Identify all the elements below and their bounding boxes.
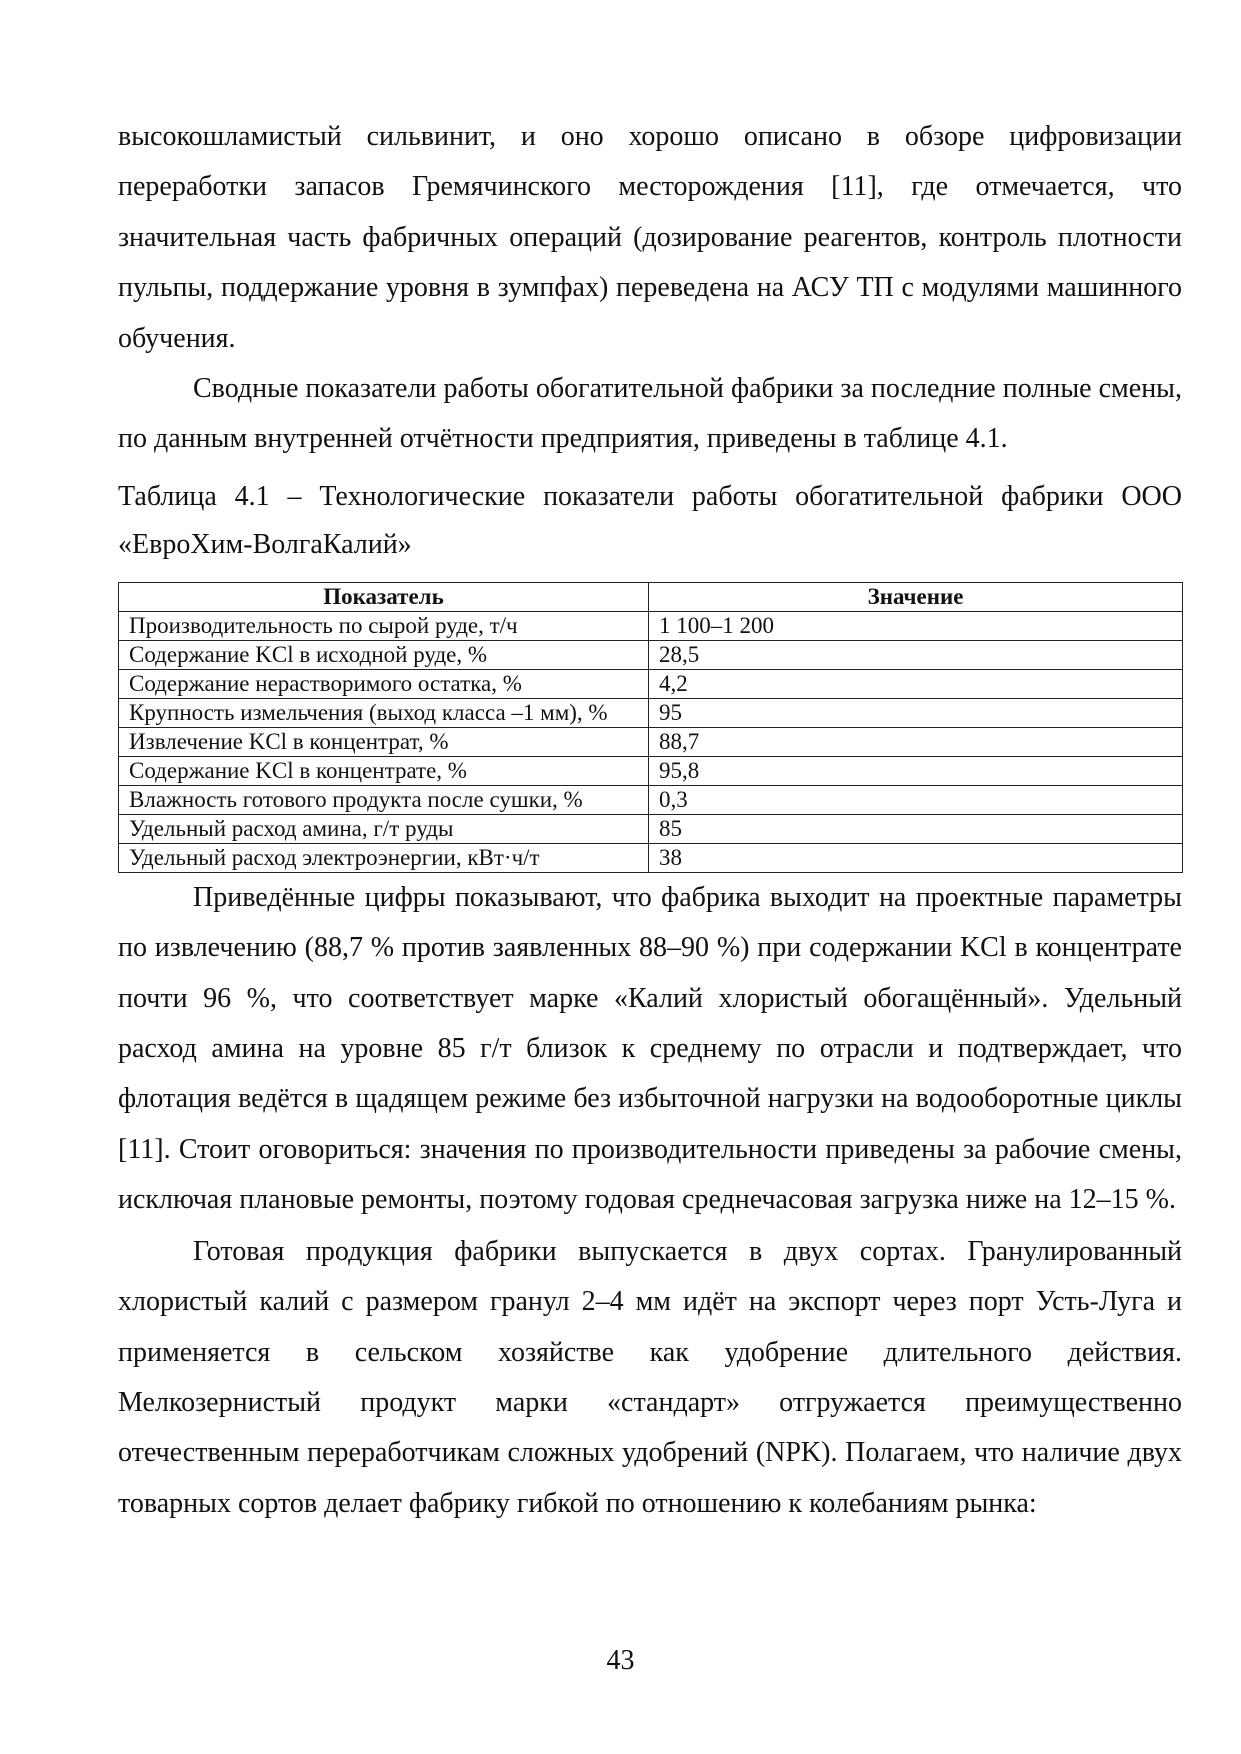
cell-indicator: Содержание KCl в исходной руде, % (119, 640, 649, 669)
paragraph-2: Сводные показатели работы обогатительной фабрики за последние полные смены, по данным внутренней отчётности предприятия, приведены в таблице 4.1. (118, 373, 1182, 455)
paragraph-1: высокошламистый сильвинит, и оно хорошо описано в обзоре цифровизации переработки запасов Гремячинского месторождения [11], где отмечается, что значительная часть фабричных операций (дозирование реагентов, контроль плотности пульпы, поддержание уровня в зумпфах) переведена на АСУ ТП с модулями машинного обучения. (118, 121, 1182, 354)
table-row (119, 785, 1183, 814)
cell-indicator: Крупность измельчения (выход класса –1 мм), % (119, 698, 649, 727)
cell-value: 4,2 (649, 669, 1183, 698)
cell-value: 95 (649, 698, 1183, 727)
table-row (119, 843, 1183, 872)
cell-indicator: Удельный расход электроэнергии, кВт·ч/т (119, 843, 649, 872)
cell-indicator: Производительность по сырой руде, т/ч (119, 611, 649, 640)
header-indicator: Показатель (119, 582, 649, 611)
cell-value: 0,3 (649, 785, 1183, 814)
cell-value: 28,5 (649, 640, 1183, 669)
cell-indicator: Содержание нерастворимого остатка, % (119, 669, 649, 698)
table-row (119, 640, 1183, 669)
table-row (119, 756, 1183, 785)
paragraph-4: Готовая продукция фабрики выпускается в двух сортах. Гранулированный хлористый калий с размером гранул 2–4 мм идёт на экспорт через порт Усть-Луга и применяется в сельском хозяйстве как удобрение длительного действия. Мелкозернистый продукт марки «стандарт» отгружается преимущественно отечественным переработчикам сложных удобрений (NPK). Полагаем, что наличие двух товарных сортов делает фабрику гибкой по отношению к колебаниям рынка: (118, 1235, 1182, 1519)
table-row (119, 669, 1183, 698)
indicators-table (118, 582, 1183, 873)
cell-indicator: Удельный расход амина, г/т руды (119, 814, 649, 843)
cell-value: 85 (649, 814, 1183, 843)
cell-value: 88,7 (649, 727, 1183, 756)
page-content (118, 112, 1182, 1529)
table-row (119, 814, 1183, 843)
table-caption: Таблица 4.1 – Технологические показатели работы обогатительной фабрики ООО «ЕвроХим-ВолгаКалий» (118, 480, 1182, 560)
paragraph-3: Приведённые цифры показывают, что фабрика выходит на проектные параметры по извлечению (88,7 % против заявленных 88–90 %) при содержании KCl в концентрате почти 96 %, что соответствует марке «Калий хлористый обогащённый». Удельный расход амина на уровне 85 г/т близок к среднему по отрасли и подтверждает, что флотация ведётся в щадящем режиме без избыточной нагрузки на водооборотные циклы [11]. Стоит оговориться: значения по производительности приведены за рабочие смены, исключая плановые ремонты, поэтому годовая среднечасовая загрузка ниже на 12–15 %. (118, 881, 1182, 1216)
table-header-row (119, 582, 1183, 611)
cell-value: 1 100–1 200 (649, 611, 1183, 640)
table-row (119, 727, 1183, 756)
cell-indicator: Извлечение KCl в концентрат, % (119, 727, 649, 756)
table-row (119, 698, 1183, 727)
table-row (119, 611, 1183, 640)
cell-value: 95,8 (649, 756, 1183, 785)
cell-value: 38 (649, 843, 1183, 872)
cell-indicator: Содержание KCl в концентрате, % (119, 756, 649, 785)
header-value: Значение (649, 582, 1183, 611)
cell-indicator: Влажность готового продукта после сушки, % (119, 785, 649, 814)
page-number: 43 (606, 1645, 635, 1676)
